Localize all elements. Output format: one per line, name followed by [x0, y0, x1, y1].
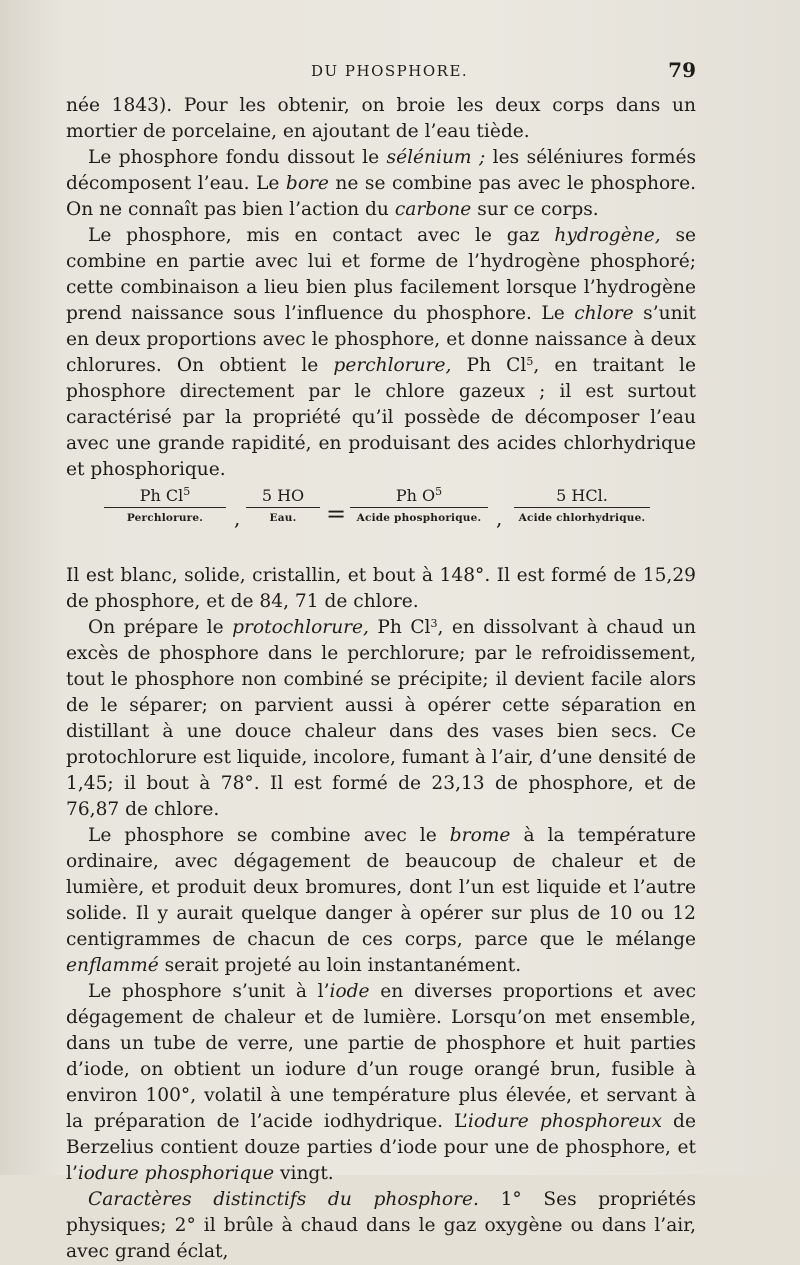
chemical-equation	[66, 483, 696, 563]
equation-comma: ,	[496, 506, 503, 530]
equation-term-eau: 5 HO Eau.	[246, 485, 320, 526]
paragraph-caracteres-distinctifs: Caractères distinctifs du phosphore. 1° Ses propriétés physiques; 2° il brûle à chaud dans le gaz oxygène ou dans l’air, avec grand éclat,	[66, 1189, 697, 1262]
paragraph-protochlorure: On prépare le protochlorure, Ph Cl$^3$, en dissolvant à chaud un excès de phosphore dans le perchlorure; par le refroidissement, tout le phosphore non combiné se précipite; il devient facile alors de le séparer; on parvient aussi à opérer cette séparation en distillant à une douce chaleur dans des vases bien secs. Ce protochlorure est liquide, incolore, fumant à l’air, d’une densité de 1,45; il bout à 78°. Il est formé de 23,13 de phosphore, et de 76,87 de chlore.	[66, 617, 697, 820]
page-number: 79	[668, 58, 696, 82]
paragraph-iode: Le phosphore s’unit à l’iode en diverses proportions et avec dégagement de chaleur et de lumière. Lorsqu’on met ensemble, dans un tube de verre, une partie de phosphore et huit parties d’iode, on obtient un iodure d’un rouge orangé brun, fusible à environ 100°, volatil à une température plus élevée, et servant à la préparation de l’acide iodhydrique. L’iodure phosphoreux de Berzelius contient douze parties d’iode pour une de phosphore, et l’iodure phosphorique vingt.	[66, 981, 696, 1184]
paragraph-selenium-bore-carbon: Le phosphore fondu dissout le sélénium ; les séléniures formés décomposent l’eau. Le bore ne se combine pas avec le phosphore. On ne connaît pas bien l’action du carbone sur ce corps.	[66, 147, 696, 220]
running-title: DU PHOSPHORE.	[311, 62, 469, 80]
paragraph-1: née 1843). Pour les obtenir, on broie les deux corps dans un mortier de porcelaine, en ajoutant de l’eau tiède.	[66, 95, 696, 142]
page-header	[66, 58, 696, 86]
equation-term-perchlorure: Ph Cl$^5$ Perchlorure.	[104, 485, 226, 526]
paragraph-hydrogen-chlorine: Le phosphore, mis en contact avec le gaz hydrogène, se combine en partie avec lui et forme de l’hydrogène phosphoré; cette combinaison a lieu bien plus facilement lorsque l’hydrogène prend naissance sous l’influence du phosphore. Le chlore s’unit en deux proportions avec le phosphore, et donne naissance à deux chlorures. On obtient le perchlorure, Ph Cl$^5$, en traitant le phosphore directement par le chlore gazeux ; il est surtout caractérisé par la propriété qu’il possède de décomposer l’eau avec une grande rapidité, en produisant des acides chlorhydrique et phosphorique.	[66, 225, 697, 480]
equation-comma: ,	[234, 506, 241, 530]
equation-term-acide-phosphorique: Ph $O^5$ Acide phosphorique.	[350, 485, 488, 526]
equation-equals: =	[326, 500, 347, 528]
body-text	[66, 93, 696, 1265]
paragraph-perchlorure-properties: Il est blanc, solide, cristallin, et bout à 148°. Il est formé de 15,29 de phosphore, et de 84, 71 de chlore.	[66, 565, 696, 612]
paragraph-brome: Le phosphore se combine avec le brome à la température ordinaire, avec dégagement de beaucoup de chaleur et de lumière, et produit deux bromures, dont l’un est liquide et l’autre solide. Il y aurait quelque danger à opérer sur plus de 10 ou 12 centigrammes de chacun de ces corps, parce que le mélange enflammé serait projeté au loin instantanément.	[66, 825, 696, 976]
equation-term-acide-chlorhydrique: 5 HCl. Acide chlorhydrique.	[514, 485, 650, 526]
